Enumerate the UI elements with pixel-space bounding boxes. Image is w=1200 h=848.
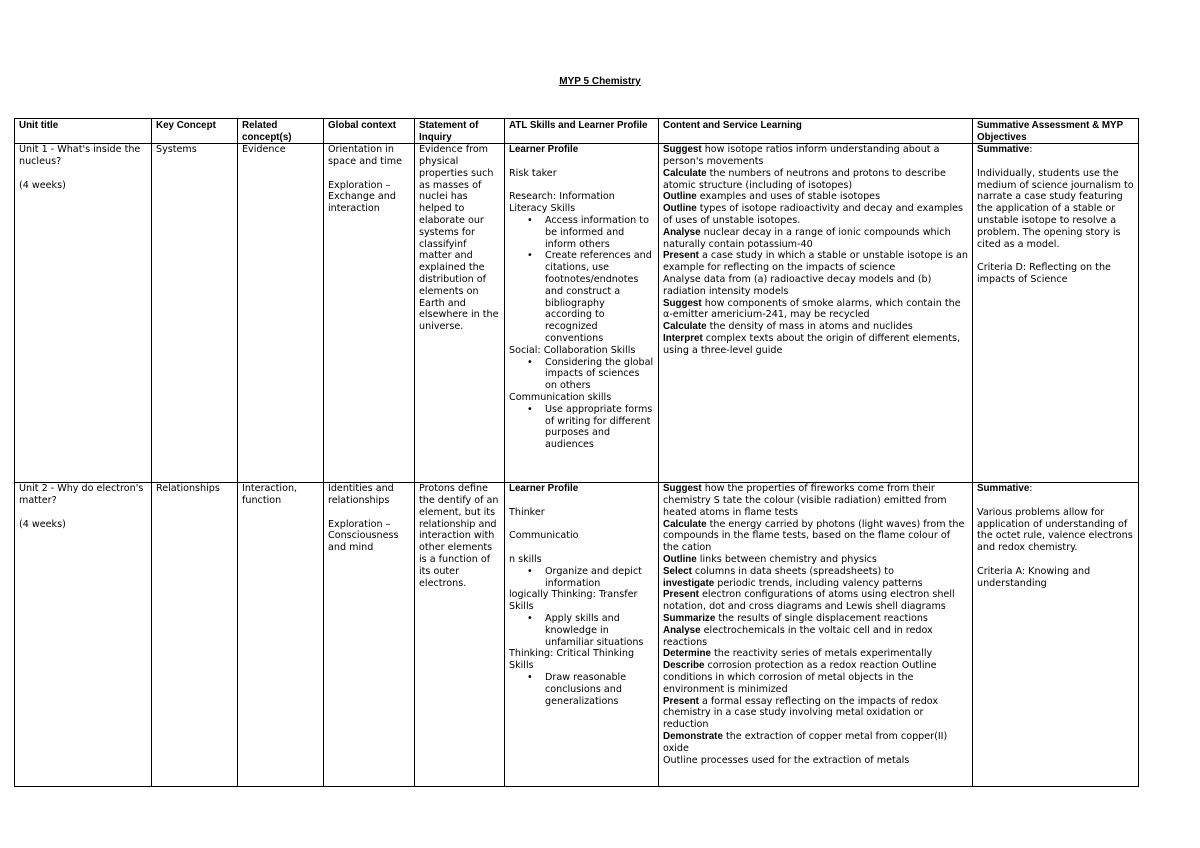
content-text: nuclear decay in a range of ionic compounds which naturally contain potassium-40: [663, 226, 951, 250]
unit-duration: (4 weeks): [19, 518, 66, 530]
content-verb: Present: [663, 589, 699, 601]
header-atl-skills: ATL Skills and Learner Profile: [505, 119, 659, 144]
summative-text: Individually, students use the medium of science journalism to narrate a case study featuring the application of a stable or unstable isotope to resolve a problem. The opening story is cited as a model.: [977, 167, 1134, 250]
content-cell: [659, 483, 973, 787]
learner-profile: Risk taker: [509, 167, 557, 179]
unit-title: Unit 2 - Why do electron's matter?: [19, 483, 144, 506]
related-concept: Evidence: [238, 144, 324, 483]
content-item: [663, 321, 968, 333]
content-verb: Calculate: [663, 518, 707, 530]
table-row-unit-1: [15, 144, 1139, 483]
unit-title: Unit 1 - What's inside the nucleus?: [19, 144, 141, 167]
content-item: [663, 566, 968, 578]
content-verb: Analyse: [663, 624, 701, 636]
header-row: [15, 119, 1139, 144]
content-item: [663, 613, 968, 625]
content-text: a formal essay reflecting on the impacts of redox chemistry in a case study involving metal oxidation or reduction: [663, 695, 939, 731]
content-item: [663, 333, 968, 357]
content-verb: Outline: [663, 203, 697, 215]
content-text: examples and uses of stable isotopes: [696, 191, 881, 203]
content-text: a case study in which a stable or unstable isotope is an example for reflecting on the impacts of science: [663, 250, 969, 274]
unit-title-cell: [15, 144, 152, 483]
content-item: [663, 578, 968, 590]
content-verb: Interpret: [663, 332, 703, 344]
content-verb: Suggest: [663, 483, 702, 495]
global-context-cell: [324, 483, 415, 787]
atl-skill-list: [509, 215, 654, 345]
document-title: MYP 5 Chemistry: [559, 76, 641, 87]
content-item: [663, 589, 968, 613]
content-item: [663, 519, 968, 554]
content-text: the numbers of neutrons and protons to describe atomic structure (including of isotopes): [663, 167, 946, 191]
content-verb: Present: [663, 695, 699, 707]
statement-of-inquiry: Protons define the dentify of an element, but its relationship and interaction with other elements is a function of its outer electrons.: [415, 483, 505, 787]
content-item: [663, 755, 968, 767]
summative-cell: Summative: Various problems allow for application of understanding of the octet rule, valence electrons and redox chemistry. Criteria A: Knowing and understanding: [973, 483, 1139, 787]
content-item: [663, 660, 968, 695]
content-verb: Demonstrate: [663, 730, 723, 742]
atl-skill: logically Thinking: Transfer Skills: [509, 589, 638, 613]
header-unit-title: Unit title: [15, 119, 152, 144]
content-text: Outline processes used for the extraction of metals: [663, 754, 910, 766]
list-item: • Apply skills and knowledge in unfamiliar situations: [545, 613, 654, 648]
content-verb: Outline: [663, 553, 697, 565]
summative-cell: Summative: Individually, students use the medium of science journalism to narrate a case study featuring the application of a stable or unstable isotope to resolve a problem. The opening story is cited as a model. Criteria D: Reflecting on the impacts of Science: [973, 144, 1139, 483]
content-text: electrochemicals in the voltaic cell and in redox reactions: [663, 624, 933, 648]
key-concept: Systems: [152, 144, 238, 483]
content-text: the density of mass in atoms and nuclides: [706, 321, 913, 333]
content-item: [663, 168, 968, 192]
table-row-unit-2: [15, 483, 1139, 787]
global-context: Identities and relationships: [328, 483, 394, 506]
content-item: [663, 731, 968, 755]
content-text: links between chemistry and physics: [696, 553, 877, 565]
content-text: electron configurations of atoms using electron shell notation, dot and cross diagrams and Lewis shell diagrams: [663, 589, 955, 613]
exploration: Exploration – Exchange and interaction: [328, 179, 396, 215]
content-text: the energy carried by photons (light waves) from the compounds in the flame tests, based on the flame colour of the cation: [663, 518, 965, 554]
atl-cell: [505, 144, 659, 483]
list-item: • Draw reasonable conclusions and generalizations: [545, 672, 654, 707]
atl-skill: n skills: [509, 553, 542, 565]
content-text: periodic trends, including valency patterns: [714, 577, 923, 589]
content-item: [663, 483, 968, 518]
header-key-concept: Key Concept: [152, 119, 238, 144]
header-global-context: Global context: [324, 119, 415, 144]
header-statement-of-inquiry: Statement of Inquiry: [415, 119, 505, 144]
content-verb: Suggest: [663, 297, 702, 309]
summative-heading: Summative: [977, 144, 1030, 156]
criteria: Criteria A: Knowing and understanding: [977, 565, 1091, 589]
atl-skill: Thinking: Critical Thinking Skills: [509, 648, 635, 672]
content-verb: Summarize: [663, 612, 716, 624]
content-verb: Suggest: [663, 144, 702, 156]
content-item: [663, 191, 968, 203]
content-text: how components of smoke alarms, which contain the α-emitter americium-241, may be recycled: [663, 297, 961, 321]
related-concept: Interaction, function: [238, 483, 324, 787]
unit-duration: (4 weeks): [19, 179, 66, 191]
curriculum-table: [14, 118, 1139, 787]
learner-profile-heading: Learner Profile: [509, 144, 579, 156]
content-text: the results of single displacement reactions: [715, 612, 928, 624]
content-verb: Outline: [663, 191, 697, 203]
criteria: Criteria D: Reflecting on the impacts of Science: [977, 262, 1111, 285]
list-item: • Access information to be informed and inform others: [545, 215, 654, 250]
header-summative: Summative Assessment & MYP Objectives: [973, 119, 1139, 144]
content-text: Analyse data from (a) radioactive decay models and (b) radiation intensity models: [663, 273, 932, 297]
header-related-concepts: Related concept(s): [238, 119, 324, 144]
content-verb: Present: [663, 250, 699, 262]
content-verb: investigate: [663, 577, 715, 589]
content-item: [663, 203, 968, 227]
list-item: • Organize and depict information: [545, 566, 654, 590]
content-item: [663, 696, 968, 731]
content-verb: Determine: [663, 648, 711, 660]
content-text: complex texts about the origin of different elements, using a three-level guide: [663, 332, 961, 356]
content-text: the reactivity series of metals experimentally: [710, 648, 933, 660]
atl-skill-list: [509, 357, 654, 392]
learner-profile-heading: Learner Profile: [509, 483, 579, 495]
atl-skill-list: [509, 404, 654, 451]
summative-heading: Summative: [977, 483, 1030, 495]
exploration: Exploration – Consciousness and mind: [328, 518, 399, 554]
content-list: [663, 483, 968, 766]
key-concept: Relationships: [152, 483, 238, 787]
content-verb: Calculate: [663, 167, 707, 179]
list-item: • Considering the global impacts of sciences on others: [545, 357, 654, 392]
atl-skill-list: [509, 566, 654, 590]
content-text: how the properties of fireworks come from their chemistry S tate the colour (visible radiation) emitted from heated atoms in flame tests: [663, 483, 947, 518]
content-text: how isotope ratios inform understanding about a person's movements: [663, 144, 940, 167]
content-verb: Calculate: [663, 321, 707, 333]
atl-cell: [505, 483, 659, 787]
content-verb: Analyse: [663, 226, 701, 238]
list-item: • Create references and citations, use footnotes/endnotes and construct a bibliography according to recognized conventions: [545, 250, 654, 344]
content-verb: Describe: [663, 660, 705, 672]
global-context: Orientation in space and time: [328, 144, 402, 167]
content-cell: [659, 144, 973, 483]
content-item: [663, 250, 968, 274]
content-text: columns in data sheets (spreadsheets) to: [691, 565, 894, 577]
atl-skill-list: [509, 672, 654, 707]
content-item: [663, 144, 968, 168]
content-text: the extraction of copper metal from copper(II) oxide: [663, 730, 948, 754]
atl-skill: Communicatio: [509, 530, 579, 542]
content-item: [663, 625, 968, 649]
content-item: [663, 227, 968, 251]
content-item: [663, 298, 968, 322]
content-text: types of isotope radioactivity and decay and examples of uses of unstable isotopes.: [663, 203, 964, 226]
atl-skill: Research: Information Literacy Skills: [509, 191, 615, 215]
content-list: [663, 144, 968, 356]
header-content: Content and Service Learning: [659, 119, 973, 144]
content-text: corrosion protection as a redox reaction Outline conditions in which corrosion of metal objects in the environment is minimized: [663, 660, 937, 695]
global-context-cell: [324, 144, 415, 483]
atl-skill-list: [509, 613, 654, 648]
statement-of-inquiry: Evidence from physical properties such as masses of nuclei has helped to elaborate our systems for classifyinf matter and explained the distribution of elements on Earth and elsewhere in the universe.: [415, 144, 505, 483]
content-item: [663, 648, 968, 660]
summative-text: Various problems allow for application of understanding of the octet rule, valence electrons and redox chemistry.: [977, 506, 1133, 554]
learner-profile: Thinker: [509, 506, 545, 518]
content-item: [663, 554, 968, 566]
content-item: [663, 274, 968, 298]
atl-skill: Social: Collaboration Skills: [509, 344, 636, 356]
unit-title-cell: [15, 483, 152, 787]
list-item: • Use appropriate forms of writing for different purposes and audiences: [545, 404, 654, 451]
content-verb: Select: [663, 565, 692, 577]
atl-skill: Communication skills: [509, 391, 612, 403]
